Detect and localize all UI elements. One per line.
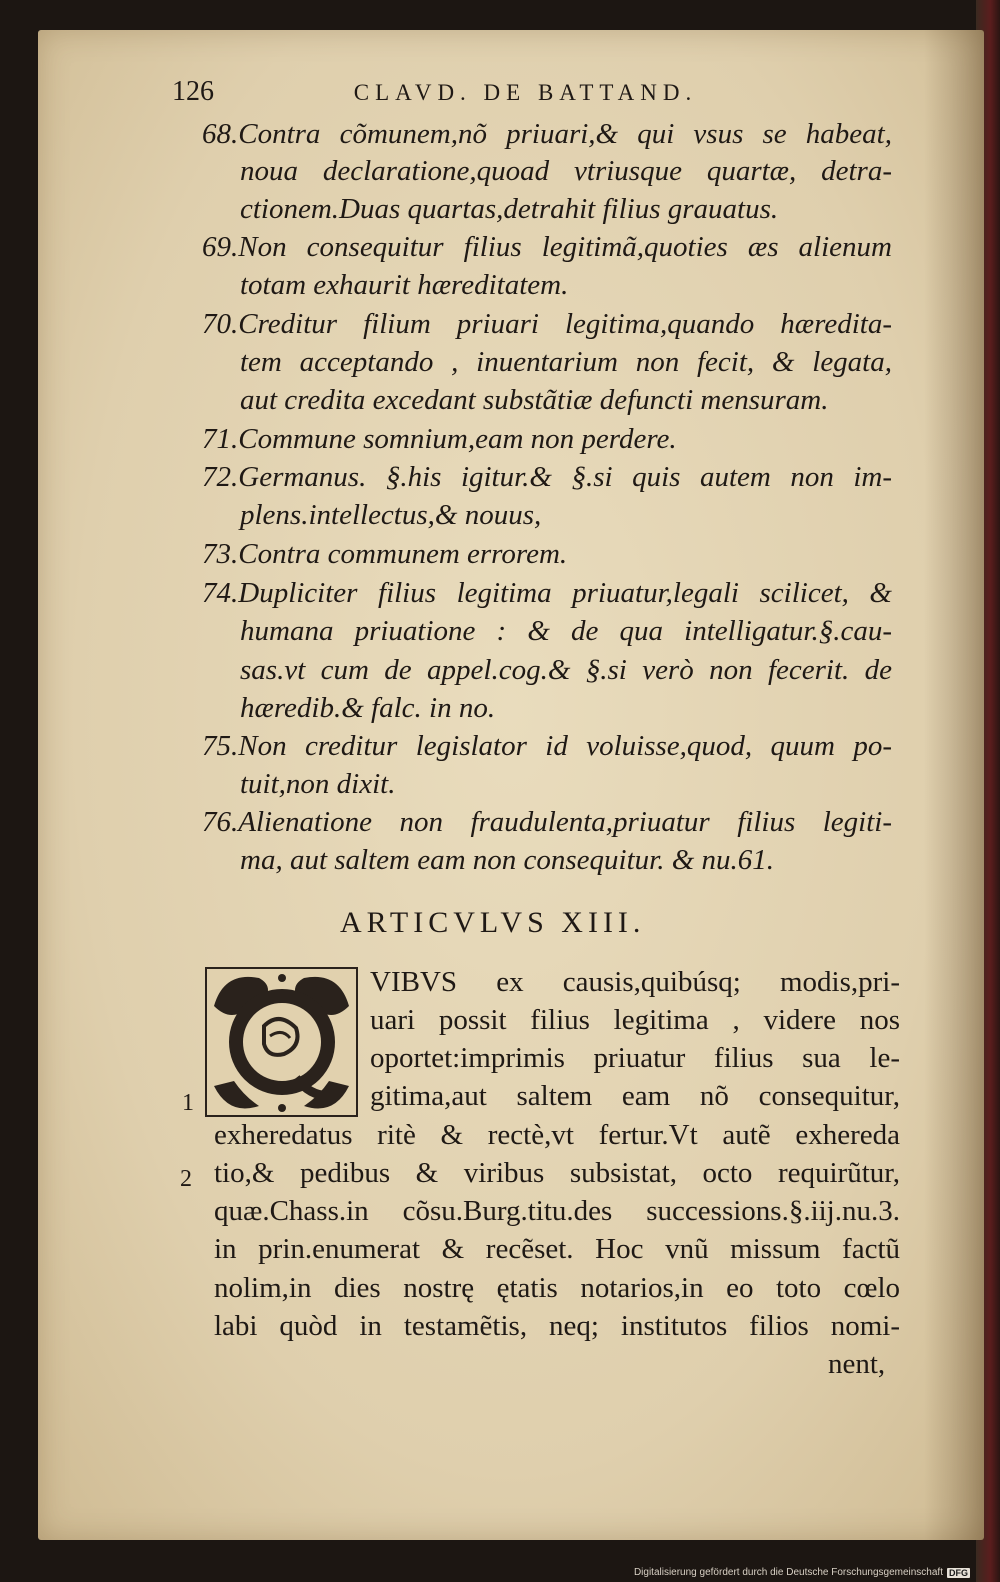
margin-number: 2 [180, 1166, 192, 1192]
dfg-logo: DFG [949, 1567, 968, 1578]
summary-line: 76.Alienatione non fraudulenta,priuatur filius legiti- [202, 806, 892, 838]
body-line: tio,& pedibus & viribus subsistat, octo requirũtur, [214, 1157, 900, 1189]
summary-line: 74.Dupliciter filius legitima priuatur,legali scilicet, & [202, 577, 892, 609]
body-line: in prin.enumerat & recẽset. Hoc vnũ missum factũ [214, 1233, 900, 1265]
running-head-title: CLAVD. DE BATTAND. [353, 80, 698, 105]
summary-line: 68.Contra cõmunem,nõ priuari,& qui vsus se habeat, [202, 118, 892, 150]
summary-line: ctionem.Duas quartas,detrahit filius grauatus. [240, 193, 779, 225]
body-line: VIBVS ex causis,quibúsq; modis,pri- [370, 966, 900, 998]
running-head [172, 76, 817, 108]
summary-line: tem acceptando , inuentarium non fecit, & legata, [240, 346, 892, 378]
summary-line: hæredib.& falc. in no. [240, 692, 496, 724]
body-line: nolim,in dies nostrę ętatis notarios,in eo toto cœlo [214, 1272, 900, 1304]
page-gutter-shadow [924, 30, 984, 1540]
body-line: gitima,aut saltem eam nõ consequitur, [370, 1080, 900, 1112]
digitization-credit [634, 1567, 970, 1578]
summary-line: 75.Non creditur legislator id voluisse,quod, quum po- [202, 730, 892, 762]
summary-line: sas.vt cum de appel.cog.& §.si verò non fecerit. de [240, 654, 892, 686]
summary-line: plens.intellectus,& nouus, [240, 499, 542, 531]
summary-line: aut credita excedant substãtiæ defuncti mensuram. [240, 384, 829, 416]
decorated-initial [204, 966, 359, 1118]
body-line: labi quòd in testamẽtis, neq; institutos filios nomi- [214, 1310, 900, 1342]
summary-line: noua declaratione,quoad vtriusque quartæ, detra- [240, 155, 892, 187]
summary-line: 72.Germanus. §.his igitur.& §.si quis autem non im- [202, 461, 892, 493]
summary-line: humana priuatione : & de qua intelligatur.§.cau- [240, 615, 892, 647]
summary-line: 69.Non consequitur filius legitimã,quoties æs alienum [202, 231, 892, 263]
summary-line: 73.Contra communem errorem. [202, 538, 568, 570]
body-line: quæ.Chass.in cõsu.Burg.titu.des successions.§.iij.nu.3. [214, 1195, 900, 1227]
body-line: uari possit filius legitima , videre nos [370, 1004, 900, 1036]
body-line: oportet:imprimis priuatur filius sua le- [370, 1042, 900, 1074]
credit-text: Digitalisierung gefördert durch die Deutsche Forschungsgemeinschaft [633, 1567, 943, 1578]
summary-line: ma, aut saltem eam non consequitur. & nu.61. [240, 844, 775, 876]
margin-number: 1 [182, 1090, 194, 1116]
body-line: exheredatus ritè & rectè,vt fertur.Vt autẽ exhereda [214, 1119, 900, 1151]
page-number: 126 [172, 76, 214, 107]
initial-ornament-icon [204, 966, 359, 1118]
summary-line: tuit,non dixit. [240, 768, 396, 800]
summary-line: 70.Creditur filium priuari legitima,quando hæredita- [202, 308, 892, 340]
summary-line: 71.Commune somnium,eam non perdere. [202, 423, 677, 455]
article-heading: ARTICVLVS XIII. [340, 906, 646, 939]
body-line: nent, [828, 1348, 886, 1380]
summary-line: totam exhaurit hæreditatem. [240, 269, 569, 301]
